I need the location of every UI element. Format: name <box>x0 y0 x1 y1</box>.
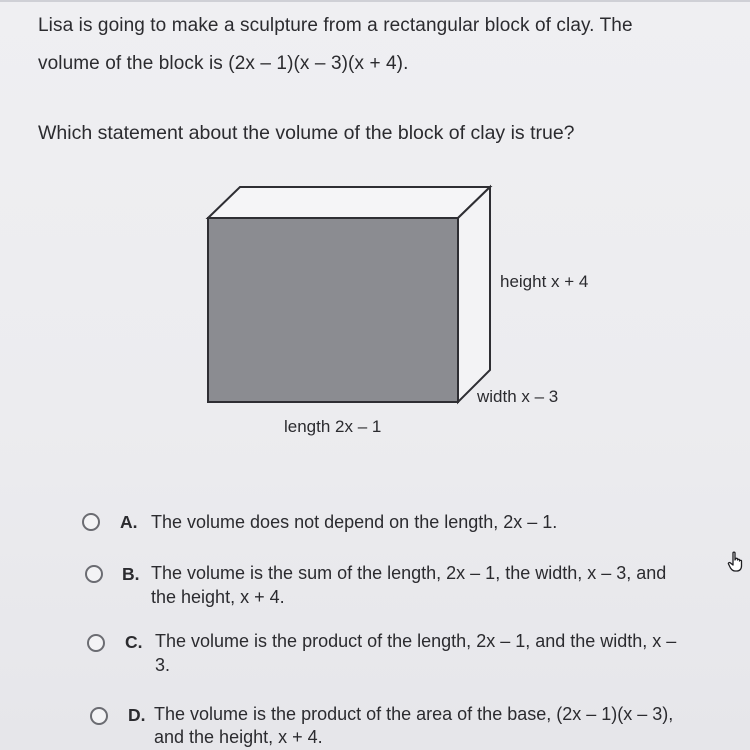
length-label: length 2x – 1 <box>284 417 382 436</box>
block-front-face <box>208 218 458 402</box>
hand-pointer-icon <box>727 551 747 573</box>
choice-c-letter: C. <box>125 632 143 652</box>
radio-a[interactable] <box>82 513 100 531</box>
choice-b-text-line-1: The volume is the sum of the length, 2x – 1, the width, x – 3, and <box>151 563 667 583</box>
choice-b-text-line-2: the height, x + 4. <box>151 587 285 607</box>
choice-d-text-line-1: The volume is the product of the area of the base, (2x – 1)(x – 3), <box>154 704 674 724</box>
question-text-line-1: Lisa is going to make a sculpture from a rectangular block of clay. The <box>38 15 633 36</box>
question-prompt: Which statement about the volume of the block of clay is true? <box>38 122 575 144</box>
choice-c-text-line-2: 3. <box>155 655 171 675</box>
choice-a-text: The volume does not depend on the length, 2x – 1. <box>151 512 558 532</box>
height-label: height x + 4 <box>500 272 589 291</box>
radio-c[interactable] <box>87 634 105 652</box>
choice-d-text-line-2: and the height, x + 4. <box>154 727 323 747</box>
question-text-line-2: volume of the block is (2x – 1)(x – 3)(x + 4). <box>38 53 409 74</box>
radio-b[interactable] <box>85 565 103 583</box>
block-top-face <box>208 187 490 218</box>
choice-b-letter: B. <box>122 564 140 584</box>
radio-d[interactable] <box>90 707 108 725</box>
width-label: width x – 3 <box>477 387 559 406</box>
choice-d-letter: D. <box>128 705 146 725</box>
choice-c-text-line-1: The volume is the product of the length, 2x – 1, and the width, x – <box>155 631 677 651</box>
choice-a-letter: A. <box>120 512 138 532</box>
block-side-face <box>458 187 490 402</box>
